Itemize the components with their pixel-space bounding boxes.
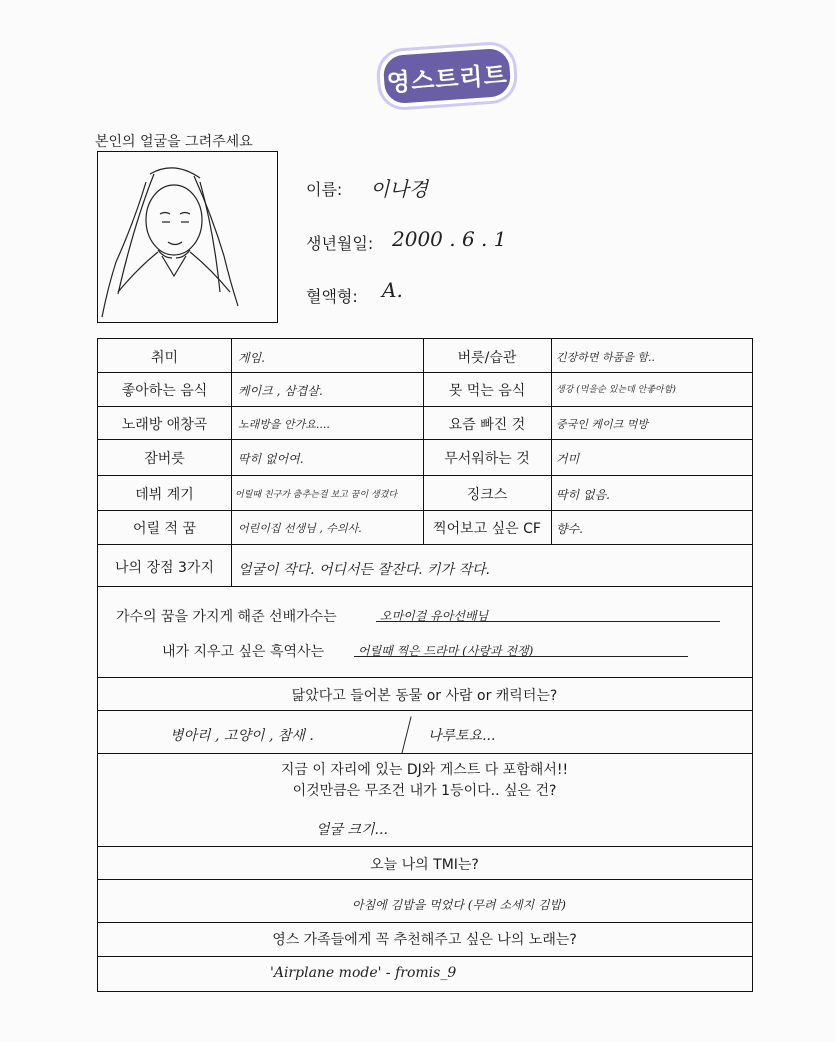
label-fear: 무서워하는 것 <box>444 451 530 467</box>
label-strengths: 나의 장점 3가지 <box>115 560 214 576</box>
birth-label: 생년월일: <box>306 234 374 253</box>
value-recent-obsession: 중국인 케이크 먹방 <box>556 418 649 431</box>
blood-type-label: 혈액형: <box>306 287 358 306</box>
profile-table <box>97 338 753 992</box>
question-recommended-song: 영스 가족들에게 꼭 추천해주고 싶은 나의 노래는? <box>272 932 577 948</box>
value-karaoke-song: 노래방을 안가요.... <box>238 418 330 431</box>
value-fear: 거미 <box>556 452 580 466</box>
label-favorite-food: 좋아하는 음식 <box>121 383 208 399</box>
value-jinx: 딱히 없음. <box>556 488 610 502</box>
value-sleep-habit: 딱히 없어여. <box>238 452 304 466</box>
birth-value: 2000 . 6 . 1 <box>392 227 507 251</box>
answer-first-place: 얼굴 크기... <box>316 822 388 838</box>
label-childhood-dream: 어릴 적 꿈 <box>133 521 196 537</box>
value-strengths: 얼굴이 작다. 어디서든 잘잔다. 키가 작다. <box>238 562 490 578</box>
label-karaoke-song: 노래방 애창곡 <box>121 417 208 433</box>
value-favorite-food: 케이크 , 삼겹살. <box>238 384 323 398</box>
label-disliked-food: 못 먹는 음식 <box>448 383 526 399</box>
value-habit: 긴장하면 하품을 함.. <box>556 351 655 364</box>
value-senior-singer: 오마이걸 유아선배님 <box>380 609 489 623</box>
answer-lookalike-2: 나루토요... <box>428 728 496 744</box>
name-value: 이나경 <box>370 177 428 201</box>
young-street-logo <box>382 48 511 105</box>
question-first-place-line1: 지금 이 자리에 있는 DJ와 게스트 다 포함해서!! <box>280 762 569 778</box>
label-habit: 버릇/습관 <box>457 350 517 366</box>
divider-slash <box>401 716 411 753</box>
question-tmi: 오늘 나의 TMI는? <box>370 857 479 873</box>
label-debut-reason: 데뷔 계기 <box>135 487 194 503</box>
name-label: 이름: <box>306 180 343 199</box>
face-sketch-icon <box>98 152 276 321</box>
answer-recommended-song: 'Airplane mode' - fromis_9 <box>270 965 457 981</box>
value-disliked-food: 생강 (먹을순 있는데 안좋아함) <box>556 385 676 395</box>
label-sleep-habit: 잠버릇 <box>144 451 185 467</box>
value-desired-cf: 향수. <box>556 522 583 536</box>
label-desired-cf: 찍어보고 싶은 CF <box>433 521 541 537</box>
face-drawing-box <box>97 151 278 323</box>
answer-lookalike-1: 병아리 , 고양이 , 참새 . <box>170 728 314 744</box>
face-caption: 본인의 얼굴을 그려주세요 <box>95 134 253 150</box>
value-debut-reason: 어릴때 친구가 춤추는걸 보고 꿈이 생겼다 <box>235 490 398 500</box>
answer-tmi: 아침에 김밥을 먹었다 (무려 소세지 김밥) <box>352 898 566 912</box>
logo-text: 영스트리트 <box>385 60 509 97</box>
label-recent-obsession: 요즘 빠진 것 <box>448 417 526 433</box>
blood-type-value: A. <box>382 278 403 302</box>
value-hobby: 게임. <box>238 351 265 365</box>
value-dark-history: 어릴때 찍은 드라마 (사랑과 전쟁) <box>358 644 534 658</box>
label-jinx: 징크스 <box>466 487 508 503</box>
label-dark-history: 내가 지우고 싶은 흑역사는 <box>162 644 325 660</box>
question-lookalike: 닮았다고 들어본 동물 or 사람 or 캐릭터는? <box>291 688 558 704</box>
label-hobby: 취미 <box>150 350 179 366</box>
value-childhood-dream: 어린이집 선생님 , 수의사. <box>238 522 362 535</box>
label-senior-singer: 가수의 꿈을 가지게 해준 선배가수는 <box>116 609 337 625</box>
question-first-place-line2: 이것만큼은 무조건 내가 1등이다.. 싶은 건? <box>292 783 557 799</box>
